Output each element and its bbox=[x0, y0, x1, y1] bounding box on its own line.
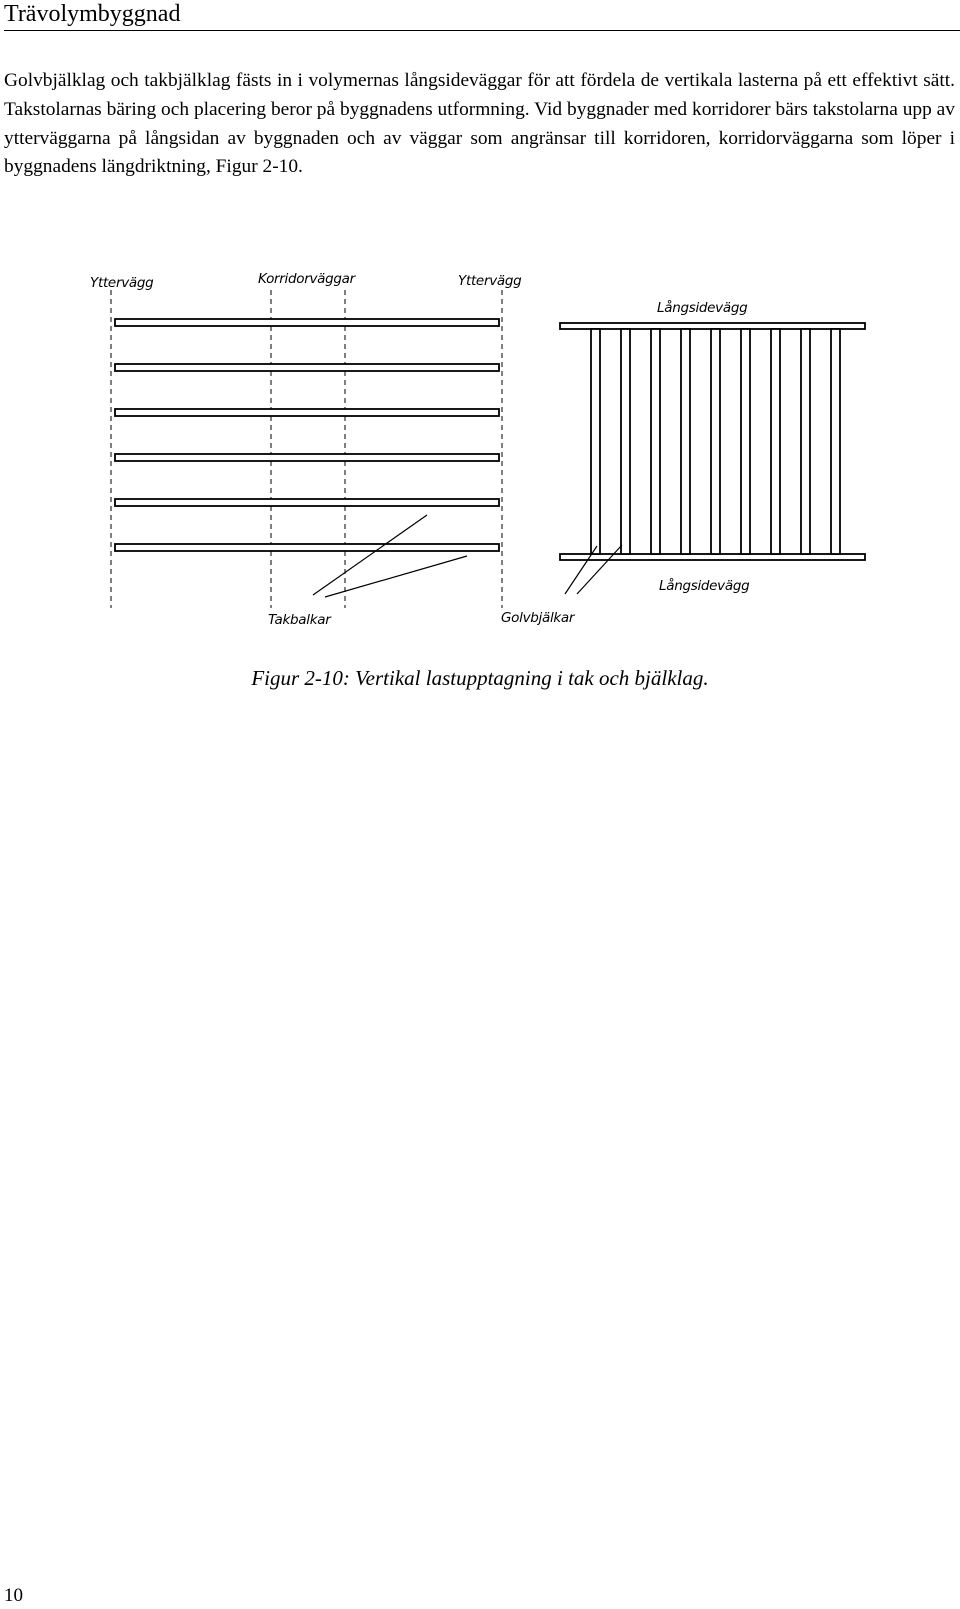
floor-joist bbox=[621, 329, 630, 554]
label-roof-beams: Takbalkar bbox=[268, 612, 331, 628]
floor-structure bbox=[560, 323, 865, 560]
roof-beam bbox=[115, 319, 499, 326]
roof-beam bbox=[115, 454, 499, 461]
floor-joist bbox=[801, 329, 810, 554]
floor-joist bbox=[771, 329, 780, 554]
floor-joist bbox=[681, 329, 690, 554]
roof-beam bbox=[115, 409, 499, 416]
label-long-wall-top: Långsidevägg bbox=[657, 300, 748, 316]
label-long-wall-bottom: Långsidevägg bbox=[659, 578, 750, 594]
floor-joist bbox=[591, 329, 600, 554]
roof-beam bbox=[115, 544, 499, 551]
page-number: 10 bbox=[4, 1585, 23, 1606]
label-ytterwall-right: Yttervägg bbox=[458, 273, 522, 289]
label-floor-joists: Golvbjälkar bbox=[501, 610, 575, 626]
roof-beams bbox=[115, 319, 499, 551]
roof-beam bbox=[115, 499, 499, 506]
floor-joist bbox=[651, 329, 660, 554]
figure-2-10 bbox=[0, 250, 960, 640]
floor-joist bbox=[711, 329, 720, 554]
label-corridor-walls: Korridorväggar bbox=[258, 271, 355, 287]
floor-joist bbox=[831, 329, 840, 554]
figure-caption: Figur 2-10: Vertikal lastupptagning i tak och bjälklag. bbox=[251, 666, 709, 690]
roof-beam bbox=[115, 364, 499, 371]
figure-drawing bbox=[0, 250, 960, 640]
floor-joist bbox=[741, 329, 750, 554]
takbalkar-leader-1 bbox=[313, 515, 427, 595]
wall-guide-lines bbox=[111, 290, 502, 608]
label-ytterwall-left: Yttervägg bbox=[90, 275, 154, 291]
body-paragraph: Golvbjälklag och takbjälklag fästs in i volymernas långsideväggar för att fördela de vertikala lasterna på ett effektivt sätt. Takstolarnas bäring och placering beror på byggnadens utformning. Vid byggnader med korridorer bärs takstolarna upp av ytterväggarna på långsidan av byggnaden och av väggar som angränsar till korridoren, korridorväggarna som löper i byggnadens längdriktning, Figur 2-10. bbox=[4, 70, 955, 178]
running-header: Trävolymbyggnad bbox=[4, 0, 960, 31]
long-wall-bottom-plate bbox=[560, 554, 865, 560]
takbalkar-leader-2 bbox=[325, 556, 467, 597]
